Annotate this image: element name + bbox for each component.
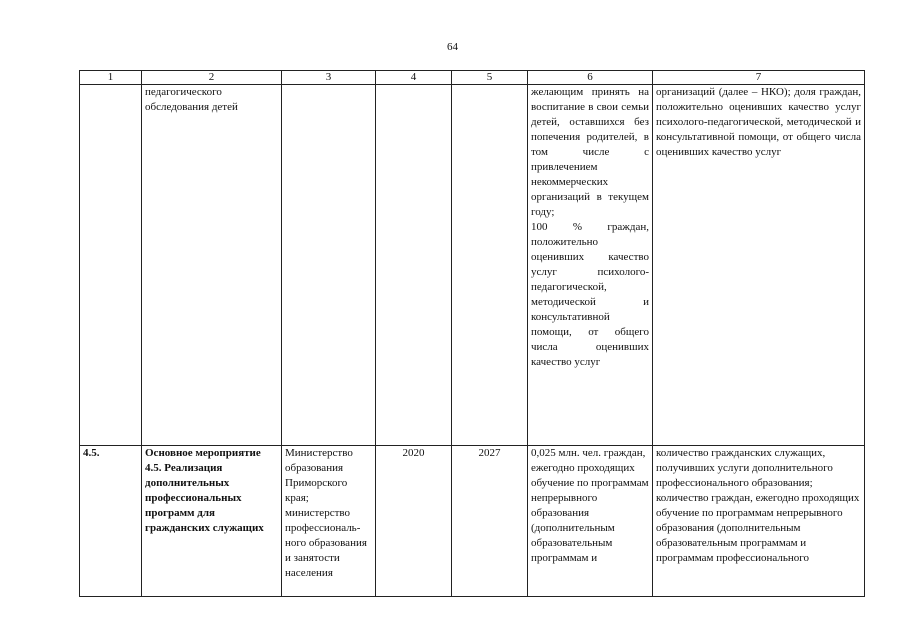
header-cell-4: 4 bbox=[376, 71, 452, 85]
table-header-row bbox=[80, 71, 865, 85]
cont-cell-start-year bbox=[376, 85, 452, 446]
header-cell-3: 3 bbox=[282, 71, 376, 85]
row-4-5-indicator: количество гражданских служащих, получивших услуги дополнительного профессионального образования; количество граждан, ежегодно проходящих обучение по программам непрерывного образования (дополнительным образовательным программам и программам профессионального bbox=[653, 446, 865, 597]
cont-cell-end-year bbox=[452, 85, 528, 446]
page-number: 64 bbox=[447, 41, 458, 53]
header-cell-6: 6 bbox=[528, 71, 653, 85]
header-cell-5: 5 bbox=[452, 71, 528, 85]
cont-cell-indicator: организаций (далее – НКО); доля граждан, положительно оценивших качество услуг психолого-педагогической, методической и консультативной помощи, от общего числа оценивших качество услуг bbox=[653, 85, 865, 446]
cont-cell-number bbox=[80, 85, 142, 446]
header-cell-2: 2 bbox=[142, 71, 282, 85]
cont-cell-result: желающим принять на воспитание в свои семьи детей, оставшихся без попечения родителей, в том числе с привлечением некоммерческих организаций в текущем году; 100 % граждан, положительно оценивших качество услуг психолого-педагогической, методической и консультативной помощи, от общего числа оценивших качество услуг bbox=[528, 85, 653, 446]
cont-cell-executor bbox=[282, 85, 376, 446]
header-cell-1: 1 bbox=[80, 71, 142, 85]
row-4-5-measure: Основное мероприятие 4.5. Реализация дополнительных профессиональных программ для гражданских служащих bbox=[142, 446, 282, 597]
table-row-4-5 bbox=[80, 446, 865, 597]
row-4-5-result: 0,025 млн. чел. граждан, ежегодно проходящих обучение по программам непрерывного образования (дополнительным образовательным программам и bbox=[528, 446, 653, 597]
row-4-5-executor: Министерство образования Приморского края; министерство профессиональ-ного образования и занятости населения bbox=[282, 446, 376, 597]
row-4-5-number: 4.5. bbox=[80, 446, 142, 597]
table-row-continuation bbox=[80, 85, 865, 446]
row-4-5-end-year: 2027 bbox=[452, 446, 528, 597]
row-4-5-start-year: 2020 bbox=[376, 446, 452, 597]
measures-table bbox=[79, 70, 865, 597]
cont-cell-measure: педагогического обследования детей bbox=[142, 85, 282, 446]
header-cell-7: 7 bbox=[653, 71, 865, 85]
